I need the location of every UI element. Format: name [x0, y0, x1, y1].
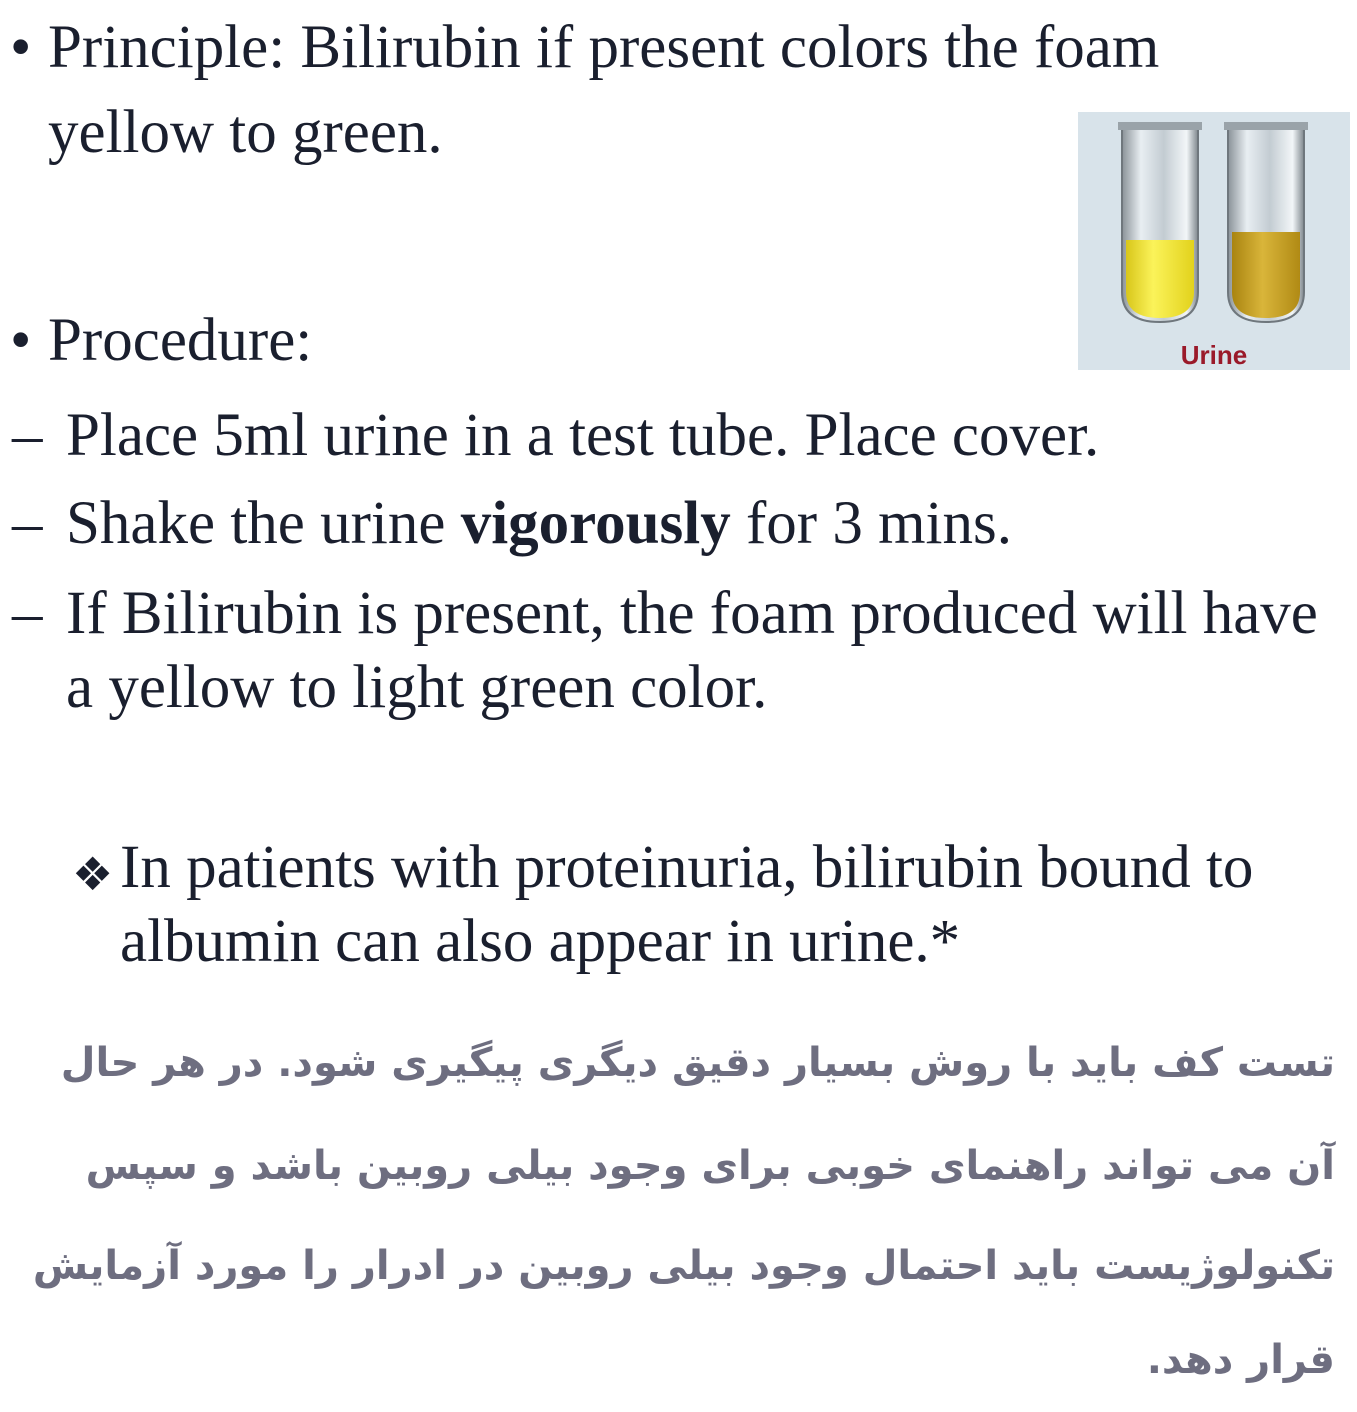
principle-bullet: • [10, 14, 32, 81]
note-text-2: albumin can also appear in urine.* [120, 908, 961, 975]
persian-note-line-1: تست کف باید با روش بسیار دقیق دیگری پیگیری شود. در هر حال [60, 1040, 1335, 1086]
right-tube-liquid [1232, 232, 1300, 318]
persian-note-line-2: آن می تواند راهنمای خوبی برای وجود بیلی روبین باشد و سپس [85, 1143, 1335, 1189]
step-1-text: Place 5ml urine in a test tube. Place cover. [66, 402, 1100, 469]
principle-text-2: yellow to green. [48, 99, 443, 166]
persian-note-line-4: قرار دهد. [1146, 1337, 1335, 1383]
step-3-text-2: a yellow to light green color. [66, 654, 768, 721]
step-2-text [66, 488, 1012, 560]
test-tubes-graphic [1078, 112, 1350, 337]
step-2-dash: – [12, 490, 43, 557]
note-text-1: In patients with proteinuria, bilirubin bound to [120, 834, 1254, 901]
left-tube-liquid [1126, 240, 1194, 318]
urine-test-tubes-image [1078, 112, 1350, 370]
step-2-emphasis: vigorously [460, 490, 731, 557]
principle-text-1: Principle: Bilirubin if present colors the foam [48, 14, 1160, 81]
procedure-bullet: • [10, 307, 32, 374]
figure-caption: Urine [1180, 340, 1248, 370]
diamond-bullet-icon: ❖ [72, 847, 114, 901]
step-2-text-end: for 3 mins. [730, 490, 1012, 557]
step-3-dash: – [12, 580, 43, 647]
persian-note-line-3: تکنولوژیست باید احتمال وجود بیلی روبین در ادرار را مورد آزمایش [32, 1243, 1335, 1289]
step-1-dash: – [12, 402, 43, 469]
step-3-text-1: If Bilirubin is present, the foam produced will have [66, 580, 1318, 647]
step-2-text-start: Shake the urine [66, 490, 461, 557]
procedure-heading: Procedure: [48, 307, 313, 374]
